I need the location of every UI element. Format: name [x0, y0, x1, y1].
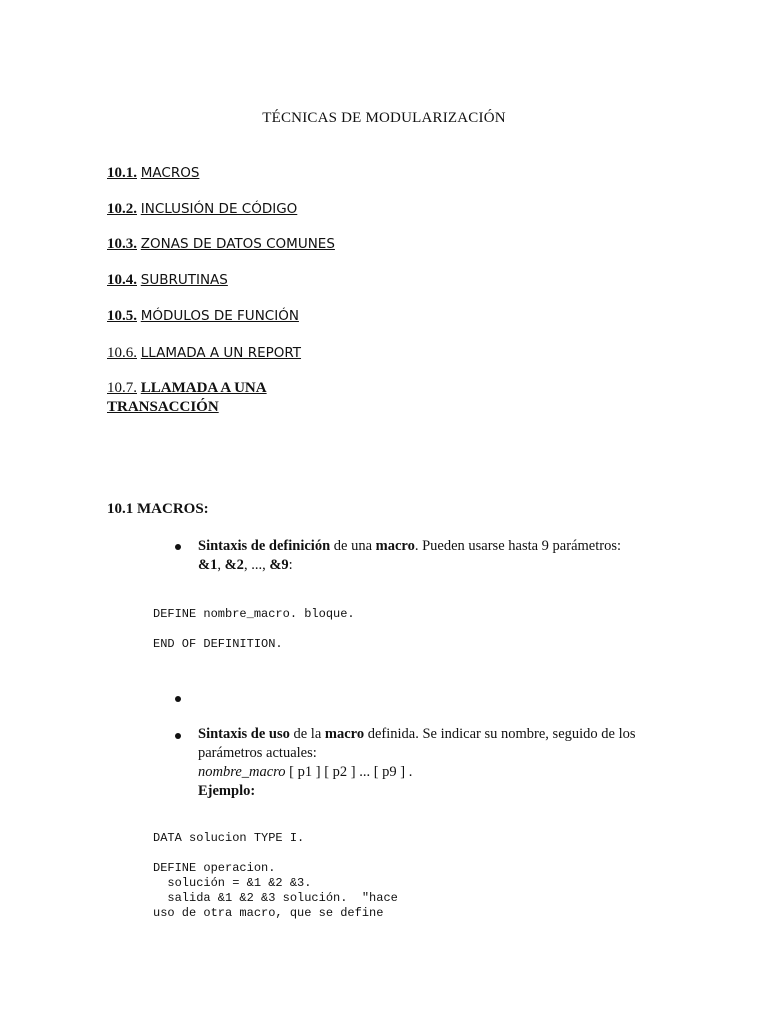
code-line: DEFINE nombre_macro. bloque. [153, 607, 355, 621]
toc-item-llamada-report[interactable] [107, 345, 301, 362]
text: : [288, 557, 293, 573]
toc-item-llamada-transaccion[interactable] [107, 380, 267, 397]
bold-term: macro [324, 726, 365, 742]
toc-item-llamada-transaccion-cont[interactable] [107, 399, 219, 416]
toc-item-macros[interactable] [107, 165, 199, 182]
toc-number: 10.5. [107, 308, 137, 324]
document-title: TÉCNICAS DE MODULARIZACIÓN [262, 110, 506, 126]
text: de una [330, 538, 376, 554]
section-heading: 10.1 MACROS: [107, 501, 209, 517]
bold-term: Sintaxis de uso [198, 726, 290, 742]
toc-label: ZONAS DE DATOS COMUNES [140, 236, 335, 252]
toc-number: 10.2. [107, 201, 137, 217]
param: &2 [224, 557, 244, 573]
toc-number: 10.4. [107, 272, 137, 288]
toc-item-subrutinas[interactable] [107, 272, 228, 289]
text: , [217, 557, 225, 573]
toc-item-zonas-datos[interactable] [107, 236, 335, 253]
text: , ..., [243, 557, 270, 573]
code-line: DATA solucion TYPE I. [153, 831, 305, 845]
bullet-dot [175, 540, 185, 550]
text: parámetros actuales: [198, 745, 317, 761]
param: &1 [198, 557, 218, 573]
toc-item-inclusion-codigo[interactable] [107, 201, 297, 218]
italic-term: nombre_macro [198, 764, 286, 780]
toc-label: LLAMADA A UN REPORT [140, 345, 302, 361]
code-line: DEFINE operacion. [153, 861, 276, 875]
bullet-dot [175, 729, 185, 739]
toc-number: 10.7. [107, 380, 137, 396]
param: &9 [269, 557, 289, 573]
text: [ p1 ] [ p2 ] ... [ p9 ] . [285, 764, 413, 780]
toc-number: 10.1. [107, 165, 137, 181]
bullet-text-usage [198, 725, 636, 801]
text: definida. Se indicar su nombre, seguido de los [364, 726, 636, 742]
bullet-text-definition [198, 537, 621, 575]
toc-label: SUBRUTINAS [140, 272, 228, 288]
toc-label: MÓDULOS DE FUNCIÓN [140, 308, 299, 324]
code-line: salida &1 &2 &3 solución. "hace [153, 891, 398, 905]
toc-label: INCLUSIÓN DE CÓDIGO [140, 201, 298, 217]
example-label: Ejemplo: [198, 783, 256, 799]
bold-term: Sintaxis de definición [198, 538, 331, 554]
code-line: uso de otra macro, que se define [153, 906, 384, 920]
bullet-dot [175, 692, 185, 702]
toc-number: 10.3. [107, 236, 137, 252]
code-line: END OF DEFINITION. [153, 637, 283, 651]
text: de la [289, 726, 325, 742]
toc-number: 10.6. [107, 345, 137, 361]
bold-term: macro [375, 538, 415, 554]
text: . Pueden usarse hasta 9 parámetros: [414, 538, 622, 554]
code-line: solución = &1 &2 &3. [153, 876, 312, 890]
toc-label: LLAMADA A UNA [140, 380, 267, 396]
toc-item-modulos-funcion[interactable] [107, 308, 299, 325]
toc-label: MACROS [140, 165, 200, 181]
toc-label: TRANSACCIÓN [107, 399, 219, 415]
